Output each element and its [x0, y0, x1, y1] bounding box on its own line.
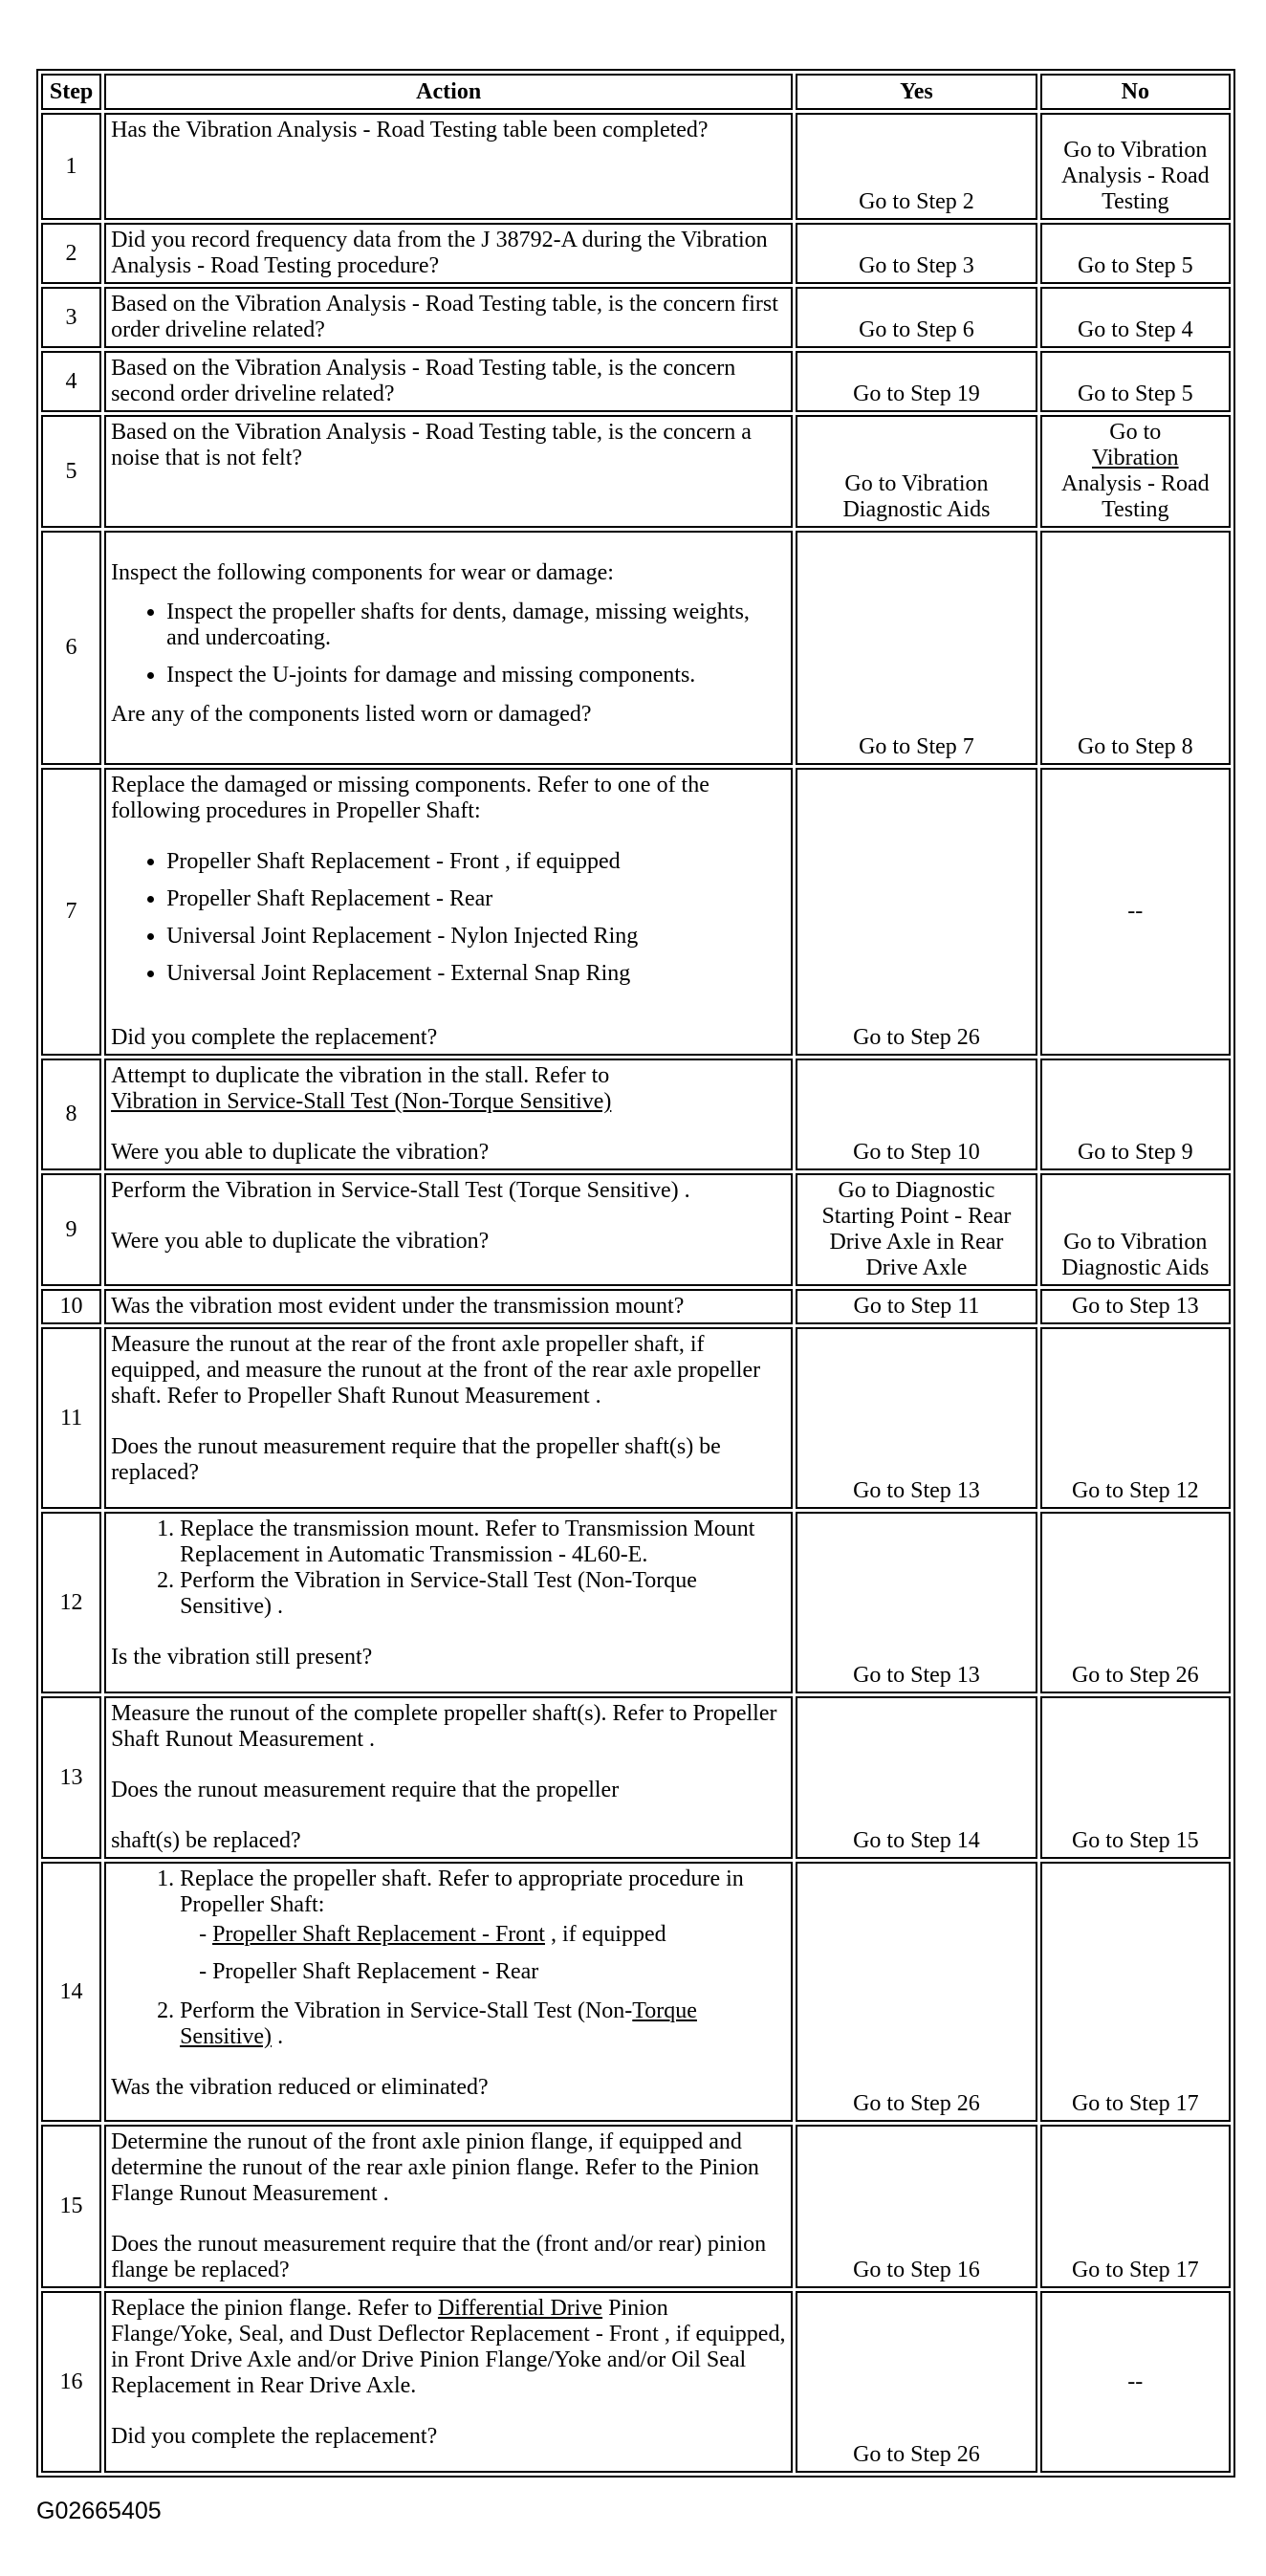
- step-column-header: Step: [41, 74, 101, 110]
- step-number: 9: [41, 1173, 101, 1286]
- table-row: [41, 1862, 1231, 2122]
- action-paragraph: Based on the Vibration Analysis - Road Testing table, is the concern first order driveline related?: [111, 292, 778, 342]
- list-item: • Inspect the U-joints for damage and missing components.: [166, 663, 786, 688]
- list-item-suffix: .: [272, 2024, 284, 2049]
- no-outcome: Go to Step 5: [1040, 223, 1231, 284]
- step-number: 11: [41, 1327, 101, 1509]
- yes-outcome: Go to Step 13: [796, 1512, 1037, 1693]
- figure-id: G02665405: [36, 2498, 162, 2524]
- action-text: [104, 1289, 793, 1324]
- action-question: Is the vibration still present?: [111, 1645, 373, 1670]
- table-row: [41, 223, 1231, 284]
- action-paragraph: Based on the Vibration Analysis - Road Testing table, is the concern a noise that is not felt?: [111, 420, 752, 470]
- table-row: [41, 1512, 1231, 1693]
- list-item: [180, 1867, 786, 1985]
- no-outcome: --: [1040, 768, 1231, 1056]
- step-number: 3: [41, 287, 101, 348]
- table-row: [41, 1289, 1231, 1324]
- action-question: Were you able to duplicate the vibration?: [111, 1140, 490, 1165]
- no-column-header: No: [1040, 74, 1231, 110]
- list-item: • Inspect the propeller shafts for dents, damage, missing weights, and undercoating.: [166, 600, 786, 651]
- action-paragraph: Inspect the following components for wear or damage:: [111, 560, 614, 585]
- action-paragraph: Was the vibration most evident under the transmission mount?: [111, 1294, 685, 1319]
- yes-outcome: Go to Step 6: [796, 287, 1037, 348]
- action-text: [104, 1696, 793, 1859]
- yes-outcome: Go to Step 13: [796, 1327, 1037, 1509]
- no-outcome: Go to Step 13: [1040, 1289, 1231, 1324]
- table-header-row: [41, 74, 1231, 110]
- no-outcome-suffix: Analysis - Road Testing: [1060, 471, 1210, 522]
- sub-list-item-suffix: , if equipped: [544, 1922, 666, 1947]
- vibration-link[interactable]: Vibration: [1092, 446, 1179, 470]
- action-question: Did you complete the replacement?: [111, 1025, 438, 1050]
- action-question: Did you complete the replacement?: [111, 2424, 438, 2449]
- no-outcome: Go to Step 4: [1040, 287, 1231, 348]
- no-outcome: Go to Vibration Analysis - Road Testing: [1040, 113, 1231, 220]
- yes-outcome: Go to Step 11: [796, 1289, 1037, 1324]
- list-item: • Universal Joint Replacement - External Snap Ring: [166, 961, 786, 987]
- table-row: [41, 113, 1231, 220]
- no-outcome: Go to Step 9: [1040, 1059, 1231, 1170]
- action-paragraph: Perform the Vibration in Service-Stall Test (Torque Sensitive) .: [111, 1178, 690, 1203]
- table-row: [41, 2125, 1231, 2288]
- stall-test-link[interactable]: Vibration in Service-Stall Test (Non-Torque Sensitive): [111, 1089, 612, 1114]
- step-number: 16: [41, 2291, 101, 2473]
- step-number: 1: [41, 113, 101, 220]
- yes-outcome: Go to Step 26: [796, 2291, 1037, 2473]
- yes-outcome: Go to Diagnostic Starting Point - Rear Drive Axle in Rear Drive Axle: [796, 1173, 1037, 1286]
- no-outcome: Go to Step 17: [1040, 2125, 1231, 2288]
- action-paragraph: Did you record frequency data from the J 38792-A during the Vibration Analysis - Road Testing procedure?: [111, 228, 768, 278]
- action-text: [104, 287, 793, 348]
- no-outcome: Go to Step 26: [1040, 1512, 1231, 1693]
- no-outcome: --: [1040, 2291, 1231, 2473]
- table-row: [41, 2291, 1231, 2473]
- table-row: [41, 1696, 1231, 1859]
- step-number: 13: [41, 1696, 101, 1859]
- action-question-continued: shaft(s) be replaced?: [111, 1828, 301, 1853]
- procedure-steps: [111, 1867, 786, 2050]
- yes-outcome: Go to Step 2: [796, 113, 1037, 220]
- action-text: [104, 531, 793, 765]
- action-text: [104, 1862, 793, 2122]
- action-paragraph: Replace the damaged or missing components. Refer to one of the following procedures in Propeller Shaft:: [111, 773, 709, 823]
- list-item: • Propeller Shaft Replacement - Rear: [166, 886, 786, 912]
- table-row: [41, 768, 1231, 1056]
- yes-outcome: Go to Step 26: [796, 768, 1037, 1056]
- table-row: [41, 531, 1231, 765]
- action-paragraph: Determine the runout of the front axle pinion flange, if equipped and determine the runout of the rear axle pinion flange. Refer to the Pinion Flange Runout Measurement .: [111, 2129, 759, 2206]
- table-row: [41, 1327, 1231, 1509]
- action-paragraph: Has the Vibration Analysis - Road Testing table been completed?: [111, 118, 709, 142]
- sub-procedure-list: [180, 1922, 786, 1985]
- action-text: [104, 768, 793, 1056]
- action-question: Are any of the components listed worn or damaged?: [111, 702, 592, 727]
- action-paragraph: [111, 2296, 786, 2399]
- list-item-text: Perform the Vibration in Service-Stall Test (Non-: [180, 1998, 633, 2023]
- step-number: 2: [41, 223, 101, 284]
- action-question: Does the runout measurement require that the propeller shaft(s) be replaced?: [111, 1434, 721, 1485]
- yes-outcome: Go to Step 10: [796, 1059, 1037, 1170]
- action-text: [104, 1512, 793, 1693]
- yes-outcome: Go to Step 19: [796, 351, 1037, 412]
- step-number: 7: [41, 768, 101, 1056]
- no-outcome: Go to Vibration Diagnostic Aids: [1040, 1173, 1231, 1286]
- list-item: • Propeller Shaft Replacement - Front , if equipped: [166, 849, 786, 875]
- sub-list-item: - Propeller Shaft Replacement - Rear: [218, 1959, 786, 1985]
- table-row: [41, 415, 1231, 528]
- action-paragraph: Measure the runout of the complete propeller shaft(s). Refer to Propeller Shaft Runout Measurement .: [111, 1701, 777, 1752]
- no-outcome-prefix: Go to: [1109, 420, 1162, 445]
- action-text: [104, 2125, 793, 2288]
- no-outcome: Go to Step 8: [1040, 531, 1231, 765]
- step-number: 12: [41, 1512, 101, 1693]
- yes-outcome: Go to Step 26: [796, 1862, 1037, 2122]
- table-row: [41, 287, 1231, 348]
- yes-outcome: Go to Step 14: [796, 1696, 1037, 1859]
- action-column-header: Action: [104, 74, 793, 110]
- list-item: 1. Replace the transmission mount. Refer to Transmission Mount Replacement in Automatic Transmission - 4L60-E.: [180, 1517, 786, 1568]
- step-number: 14: [41, 1862, 101, 2122]
- step-number: 5: [41, 415, 101, 528]
- no-outcome: Go to Step 12: [1040, 1327, 1231, 1509]
- action-text: [104, 1327, 793, 1509]
- inspection-list: [111, 600, 786, 688]
- list-item: 2. Perform the Vibration in Service-Stall Test (Non-Torque Sensitive) .: [180, 1568, 786, 1620]
- action-question: Does the runout measurement require that the propeller: [111, 1778, 620, 1802]
- table-row: [41, 351, 1231, 412]
- no-outcome: Go to Step 5: [1040, 351, 1231, 412]
- table-row: [41, 1173, 1231, 1286]
- table-row: [41, 1059, 1231, 1170]
- front-shaft-replacement-link[interactable]: Propeller Shaft Replacement - Front: [212, 1922, 545, 1947]
- action-text: [104, 1059, 793, 1170]
- list-item-text: Replace the propeller shaft. Refer to appropriate procedure in Propeller Shaft:: [180, 1867, 744, 1917]
- action-text: [104, 1173, 793, 1286]
- no-outcome: [1040, 415, 1231, 528]
- yes-column-header: Yes: [796, 74, 1037, 110]
- yes-outcome: Go to Vibration Diagnostic Aids: [796, 415, 1037, 528]
- action-paragraph: Attempt to duplicate the vibration in the stall. Refer to: [111, 1063, 610, 1088]
- action-question: Was the vibration reduced or eliminated?: [111, 2075, 489, 2100]
- action-paragraph-rest: Pinion Flange/Yoke, Seal, and Dust Deflector Replacement - Front , if equipped, in Front Drive Axle and/or Drive Pinion Flange/Yoke and/or Oil Seal Replacement in Rear Drive Axle.: [111, 2296, 786, 2398]
- differential-drive-link[interactable]: Differential Drive: [437, 2296, 603, 2321]
- action-question: Were you able to duplicate the vibration?: [111, 1229, 490, 1254]
- step-number: 15: [41, 2125, 101, 2288]
- action-text: [104, 2291, 793, 2473]
- procedure-steps: [111, 1517, 786, 1620]
- procedure-list: [111, 849, 786, 987]
- action-text: [104, 223, 793, 284]
- diagnostic-table-container: [36, 69, 1235, 2478]
- step-number: 8: [41, 1059, 101, 1170]
- torque-sensitive-link[interactable]: Torque Sensitive): [180, 1998, 697, 2049]
- sub-list-item: [212, 1922, 786, 1948]
- step-number: 4: [41, 351, 101, 412]
- action-paragraph: Based on the Vibration Analysis - Road Testing table, is the concern second order driveline related?: [111, 356, 736, 406]
- yes-outcome: Go to Step 7: [796, 531, 1037, 765]
- action-text: [104, 113, 793, 220]
- no-outcome: Go to Step 15: [1040, 1696, 1231, 1859]
- action-text: [104, 415, 793, 528]
- action-question: Does the runout measurement require that the (front and/or rear) pinion flange be replaced?: [111, 2232, 767, 2282]
- action-text: [104, 351, 793, 412]
- step-number: 6: [41, 531, 101, 765]
- diagnostic-table: [36, 69, 1235, 2478]
- step-number: 10: [41, 1289, 101, 1324]
- yes-outcome: Go to Step 16: [796, 2125, 1037, 2288]
- action-paragraph-start: Replace the pinion flange. Refer to: [111, 2296, 438, 2321]
- no-outcome: Go to Step 17: [1040, 1862, 1231, 2122]
- list-item: [180, 1998, 786, 2050]
- yes-outcome: Go to Step 3: [796, 223, 1037, 284]
- list-item: • Universal Joint Replacement - Nylon Injected Ring: [166, 924, 786, 950]
- action-paragraph: Measure the runout at the rear of the front axle propeller shaft, if equipped, and measure the runout at the front of the rear axle propeller shaft. Refer to Propeller Shaft Runout Measurement .: [111, 1332, 761, 1408]
